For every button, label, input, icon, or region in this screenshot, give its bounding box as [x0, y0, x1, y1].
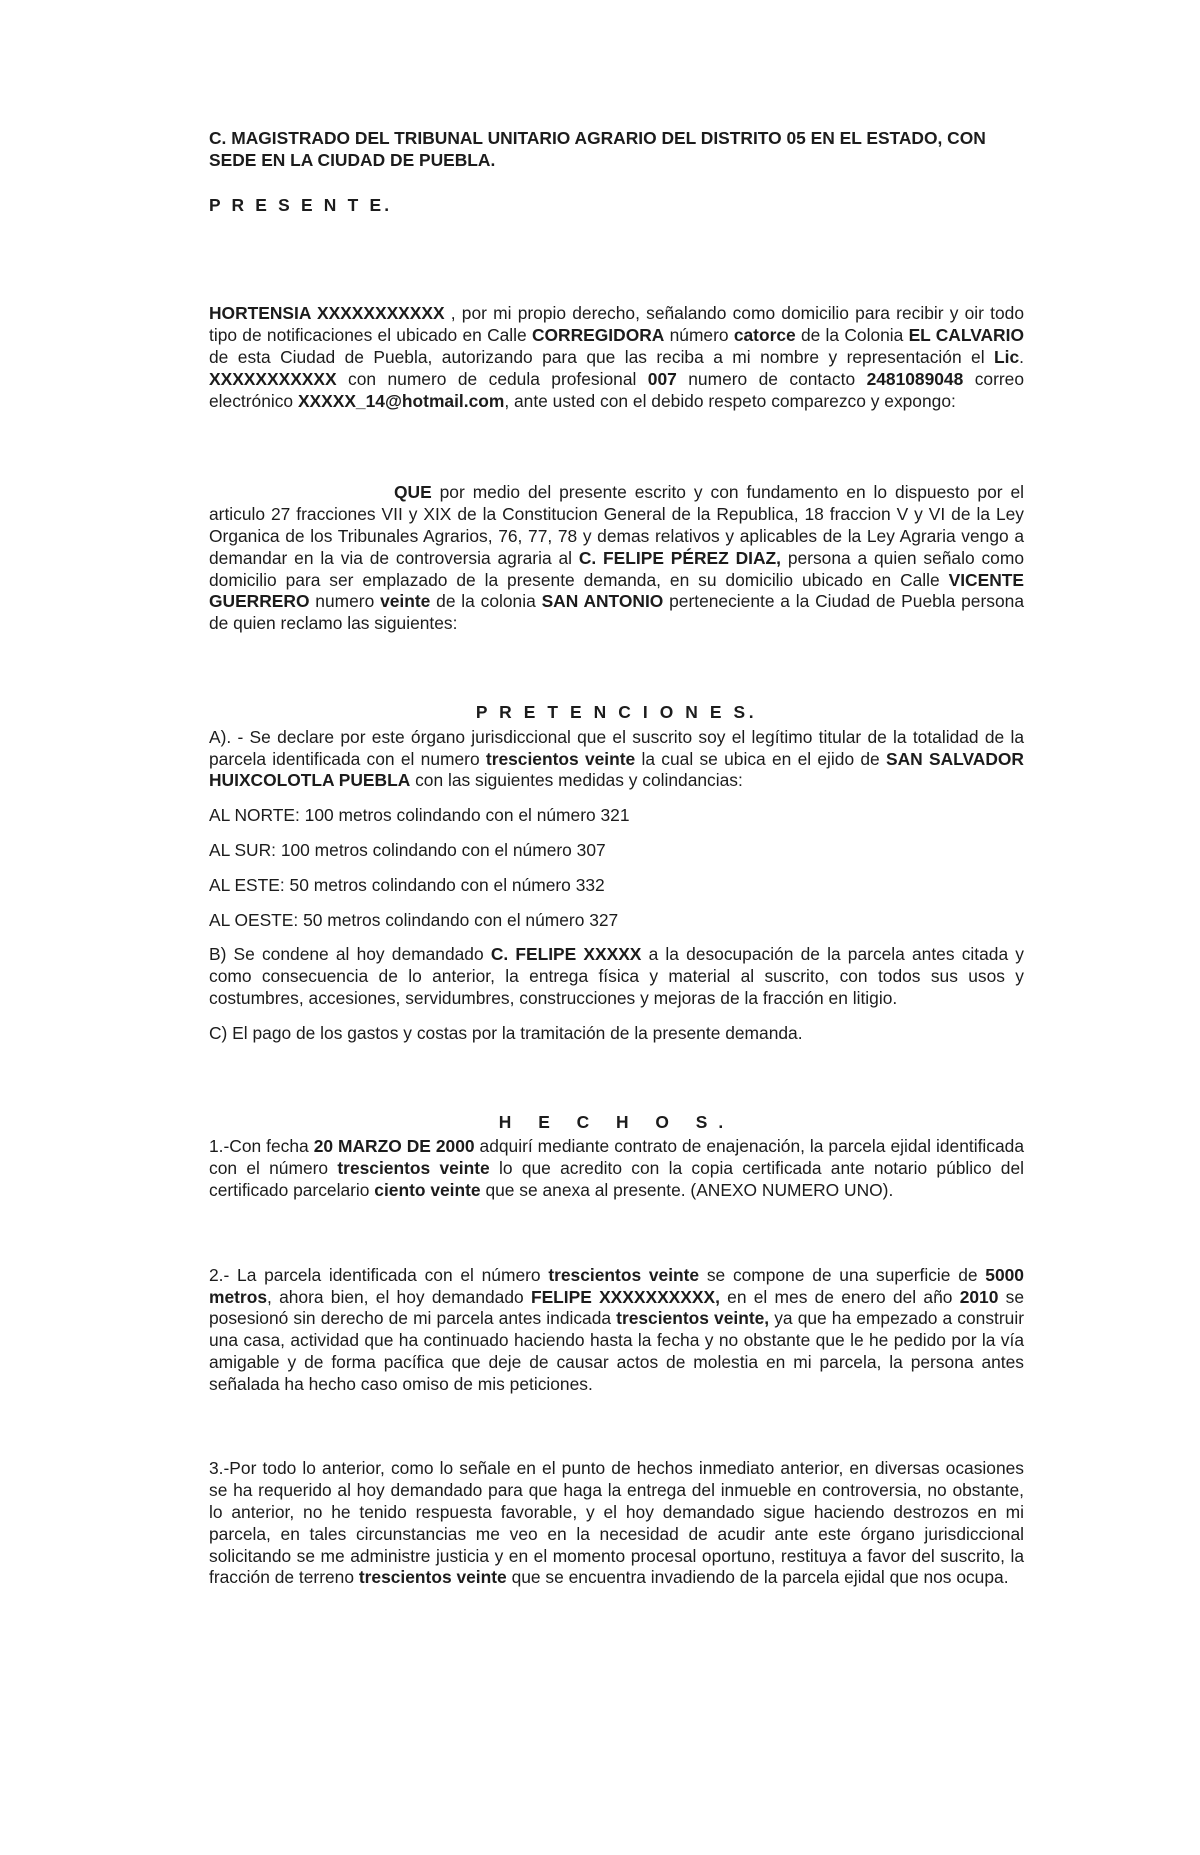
acquisition-date: 20 MARZO DE 2000 [313, 1136, 475, 1157]
plaintiff-street-number: catorce [733, 325, 796, 346]
pretencion-b: B) Se condene al hoy demandado C. FELIPE XXXXX a la desocupación de la parcela antes citada y como consecuencia de lo anterior, la entrega física y material al suscrito, con todos sus usos y costumbres, accesiones, servidumbres, construcciones y mejoras de la fracción en litigio. [209, 944, 1024, 1008]
boundary-north: AL NORTE: 100 metros colindando con el número 321 [209, 805, 630, 826]
que-lead: QUE [394, 482, 432, 503]
presente-heading: P R E S E N T E. [209, 194, 393, 215]
parcel-area: 5000 metros [209, 1264, 1024, 1307]
hechos-heading: H E C H O S. [498, 1111, 735, 1132]
defendant-name: C. FELIPE PÉREZ DIAZ, [578, 547, 781, 568]
pretencion-c: C) El pago de los gastos y costas por la tramitación de la presente demanda. [209, 1022, 803, 1043]
boundary-west: AL OESTE: 50 metros colindando con el número 327 [209, 909, 619, 930]
parcel-number-h3: trescientos veinte [358, 1567, 507, 1588]
plaintiff-colony: EL CALVARIO [908, 325, 1024, 346]
ejido-name: SAN SALVADOR HUIXCOLOTLA PUEBLA [209, 748, 1024, 791]
defendant-name-h2: FELIPE XXXXXXXXXX, [530, 1286, 720, 1307]
boundary-south: AL SUR: 100 metros colindando con el número 307 [209, 839, 606, 860]
boundary-east: AL ESTE: 50 metros colindando con el número 332 [209, 874, 605, 895]
certificate-number: ciento veinte [374, 1179, 481, 1200]
defendant-street: VICENTE GUERRERO [209, 569, 1024, 612]
defendant-street-number: veinte [380, 591, 431, 612]
hecho-3: 3.-Por todo lo anterior, como lo señale en el punto de hechos inmediato anterior, en diversas ocasiones se ha requerido al hoy demandado para que haga la entrega del inmueble en controversia, no obstante, lo anterior, no he tenido respuesta favorable, y el hoy demandado sigue haciendo destrozos en mi parcela, en tales circunstancias me veo en la necesidad de acudir ante este órgano jurisdiccional solicitando se me administre justicia y en el momento procesal oportuno, restituya a favor del suscrito, la fracción de terreno trescientos veinte que se encuentra invadiendo de la parcela ejidal que nos ocupa. [209, 1458, 1024, 1588]
parcel-number-h2: trescientos veinte [548, 1264, 700, 1285]
intro-paragraph: HORTENSIA XXXXXXXXXXX , por mi propio derecho, señalando como domicilio para recibir y oir todo tipo de notificaciones el ubicado en Calle CORREGIDORA número catorce de la Colonia EL CALVARIO de esta Ciudad de Puebla, autorizando para que las reciba a mi nombre y representación el Lic. XXXXXXXXXXX con numero de cedula profesional 007 numero de contacto 2481089048 correo electrónico XXXXX_14@hotmail.com, ante usted con el debido respeto comparezco y expongo: [209, 303, 1024, 411]
hecho-1: 1.-Con fecha 20 MARZO DE 2000 adquirí mediante contrato de enajenación, la parcela ejidal identificada con el número trescientos veinte lo que acredito con la copia certificada ante notario público del certificado parcelario ciento veinte que se anexa al presente. (ANEXO NUMERO UNO). [209, 1136, 1024, 1200]
lawyer-name: XXXXXXXXXXX [209, 368, 337, 389]
addressee-heading: C. MAGISTRADO DEL TRIBUNAL UNITARIO AGRARIO DEL DISTRITO 05 EN EL ESTADO, CON SEDE EN LA CIUDAD DE PUEBLA. [209, 128, 986, 170]
plaintiff-street: CORREGIDORA [531, 325, 665, 346]
lic-abbreviation: Lic [994, 346, 1020, 367]
plaintiff-name: HORTENSIA XXXXXXXXXXX [209, 303, 445, 324]
parcel-number-h1: trescientos veinte [337, 1158, 490, 1179]
parcel-number-h2b: trescientos veinte, [616, 1308, 770, 1329]
possession-year: 2010 [959, 1286, 999, 1307]
que-paragraph: QUE por medio del presente escrito y con fundamento en lo dispuesto por el articulo 27 fracciones VII y XIX de la Constitucion General de la Republica, 18 fraccion V y VI de la Ley Organica de los Tribunales Agrarios, 76, 77, 78 y demas relativos y aplicables de la Ley Agraria vengo a demandar en la via de controversia agraria al C. FELIPE PÉREZ DIAZ, persona a quien señalo como domicilio para ser emplazado de la presente demanda, en su domicilio ubicado en Calle VICENTE GUERRERO numero veinte de la colonia SAN ANTONIO perteneciente a la Ciudad de Puebla persona de quien reclamo las siguientes: [209, 482, 1024, 634]
cedula-number: 007 [647, 368, 677, 389]
parcel-number: trescientos veinte [485, 748, 636, 769]
hecho-2: 2.- La parcela identificada con el número trescientos veinte se compone de una superficie de 5000 metros, ahora bien, el hoy demandado FELIPE XXXXXXXXXX, en el mes de enero del año 2010 se posesionó sin derecho de mi parcela antes indicada trescientos veinte, ya que ha empezado a construir una casa, actividad que ha continuado haciendo hasta la fecha y no obstante que le he pedido por la vía amigable y de forma pacífica que deje de causar actos de molestia en mi parcela, la persona antes señalada ha hecho caso omiso de mis peticiones. [209, 1264, 1024, 1394]
contact-email: XXXXX_14@hotmail.com [297, 390, 505, 411]
contact-phone: 2481089048 [866, 368, 964, 389]
defendant-colony: SAN ANTONIO [541, 591, 664, 612]
pretencion-a: A). - Se declare por este órgano jurisdiccional que el suscrito soy el legítimo titular de la totalidad de la parcela identificada con el numero trescientos veinte la cual se ubica en el ejido de SAN SALVADOR HUIXCOLOTLA PUEBLA con las siguientes medidas y colindancias: [209, 726, 1024, 791]
pretenciones-heading: P R E T E N C I O N E S. [475, 701, 758, 722]
defendant-name-b: C. FELIPE XXXXX [490, 944, 642, 965]
